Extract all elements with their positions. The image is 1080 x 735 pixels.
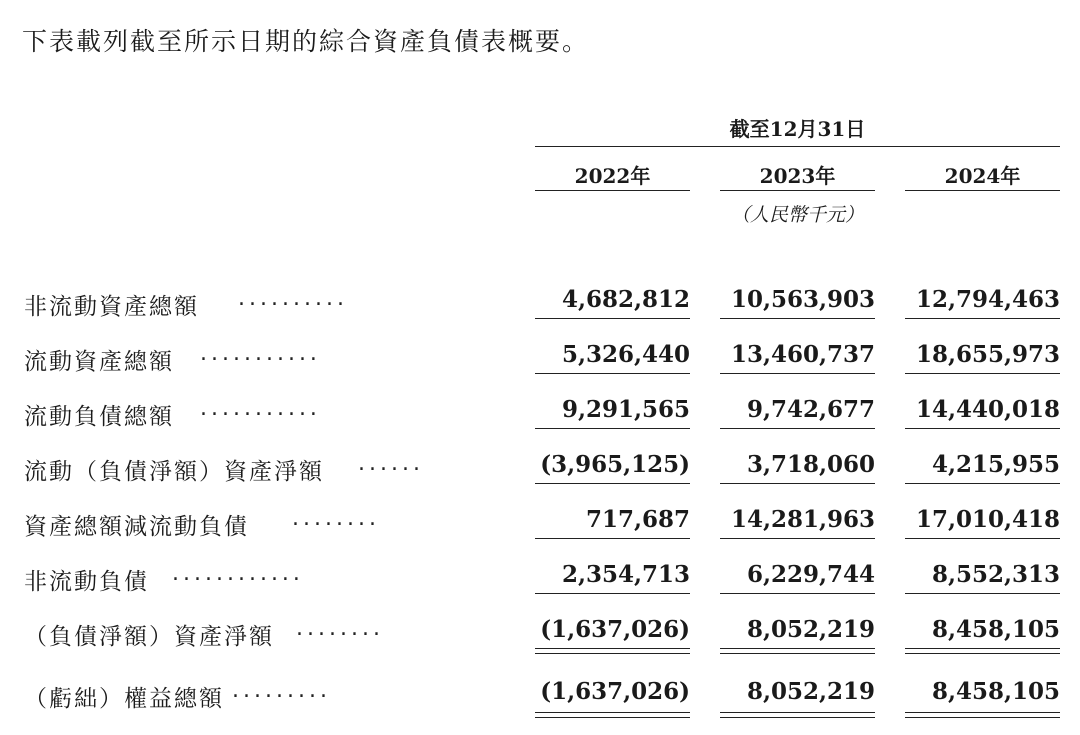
row-label: 流動（負債淨額）資產淨額	[24, 459, 324, 485]
cell-rule	[535, 538, 690, 539]
value-2022: (1,637,026)	[540, 616, 690, 643]
value-2023: 13,460,737	[730, 341, 875, 368]
leader-dots: ..........	[238, 286, 348, 311]
row-label: （負債淨額）資產淨額	[24, 624, 274, 650]
row-label: 流動負債總額	[24, 404, 174, 430]
value-2024: 4,215,955	[931, 451, 1060, 478]
value-2022: 9,291,565	[561, 396, 690, 423]
double-rule	[905, 653, 1060, 654]
value-2022: 2,354,713	[561, 561, 690, 588]
cell-rule	[905, 373, 1060, 374]
cell-rule	[720, 428, 875, 429]
double-rule	[535, 653, 690, 654]
period-header: 截至12月31日	[729, 117, 866, 141]
cell-rule	[905, 318, 1060, 319]
value-2023: 8,052,219	[746, 678, 875, 705]
double-rule	[535, 648, 690, 649]
double-rule	[905, 717, 1060, 718]
row-label: （虧絀）權益總額	[24, 686, 224, 712]
cell-rule	[720, 483, 875, 484]
value-2022: 717,687	[585, 506, 690, 533]
double-rule	[535, 712, 690, 713]
cell-rule	[720, 373, 875, 374]
value-2022: (1,637,026)	[540, 678, 690, 705]
value-2023: 9,742,677	[746, 396, 875, 423]
leader-dots: ........	[296, 616, 384, 641]
cell-rule	[535, 593, 690, 594]
cell-rule	[905, 483, 1060, 484]
leader-dots: ...........	[200, 341, 321, 366]
row-label: 非流動資產總額	[24, 294, 199, 320]
year-2024-header: 2024年	[944, 164, 1021, 188]
value-2023: 6,229,744	[746, 561, 875, 588]
value-2023: 14,281,963	[730, 506, 875, 533]
double-rule	[720, 712, 875, 713]
value-2022: 4,682,812	[561, 286, 690, 313]
value-2023: 3,718,060	[746, 451, 875, 478]
double-rule	[905, 712, 1060, 713]
row-label: 資產總額減流動負債	[24, 514, 249, 540]
period-rule	[535, 146, 1060, 147]
row-label: 非流動負債	[24, 569, 149, 595]
cell-rule	[535, 428, 690, 429]
value-2023: 8,052,219	[746, 616, 875, 643]
cell-rule	[535, 318, 690, 319]
value-2023: 10,563,903	[730, 286, 875, 313]
double-rule	[720, 653, 875, 654]
year-2023-header: 2023年	[759, 164, 836, 188]
cell-rule	[905, 428, 1060, 429]
value-2022: 5,326,440	[561, 341, 690, 368]
leader-dots: ...........	[200, 396, 321, 421]
double-rule	[905, 648, 1060, 649]
row-label: 流動資產總額	[24, 349, 174, 375]
year-rule	[905, 190, 1060, 191]
unit-label: （人民幣千元）	[730, 204, 864, 226]
double-rule	[535, 717, 690, 718]
cell-rule	[905, 593, 1060, 594]
value-2024: 18,655,973	[915, 341, 1060, 368]
year-2022-header: 2022年	[574, 164, 651, 188]
value-2024: 8,458,105	[931, 678, 1060, 705]
cell-rule	[720, 538, 875, 539]
cell-rule	[535, 373, 690, 374]
value-2024: 8,552,313	[931, 561, 1060, 588]
table-row	[0, 672, 1080, 716]
leader-dots: ......	[358, 451, 424, 476]
value-2022: (3,965,125)	[540, 451, 690, 478]
value-2024: 8,458,105	[931, 616, 1060, 643]
cell-rule	[720, 318, 875, 319]
double-rule	[720, 648, 875, 649]
cell-rule	[720, 593, 875, 594]
year-rule	[535, 190, 690, 191]
value-2024: 14,440,018	[915, 396, 1060, 423]
value-2024: 12,794,463	[915, 286, 1060, 313]
year-rule	[720, 190, 875, 191]
cell-rule	[905, 538, 1060, 539]
leader-dots: .........	[232, 678, 331, 703]
intro-text: 下表載列截至所示日期的綜合資產負債表概要。	[22, 27, 590, 56]
value-2024: 17,010,418	[915, 506, 1060, 533]
double-rule	[720, 717, 875, 718]
cell-rule	[535, 483, 690, 484]
leader-dots: ............	[172, 561, 304, 586]
leader-dots: ........	[292, 506, 380, 531]
